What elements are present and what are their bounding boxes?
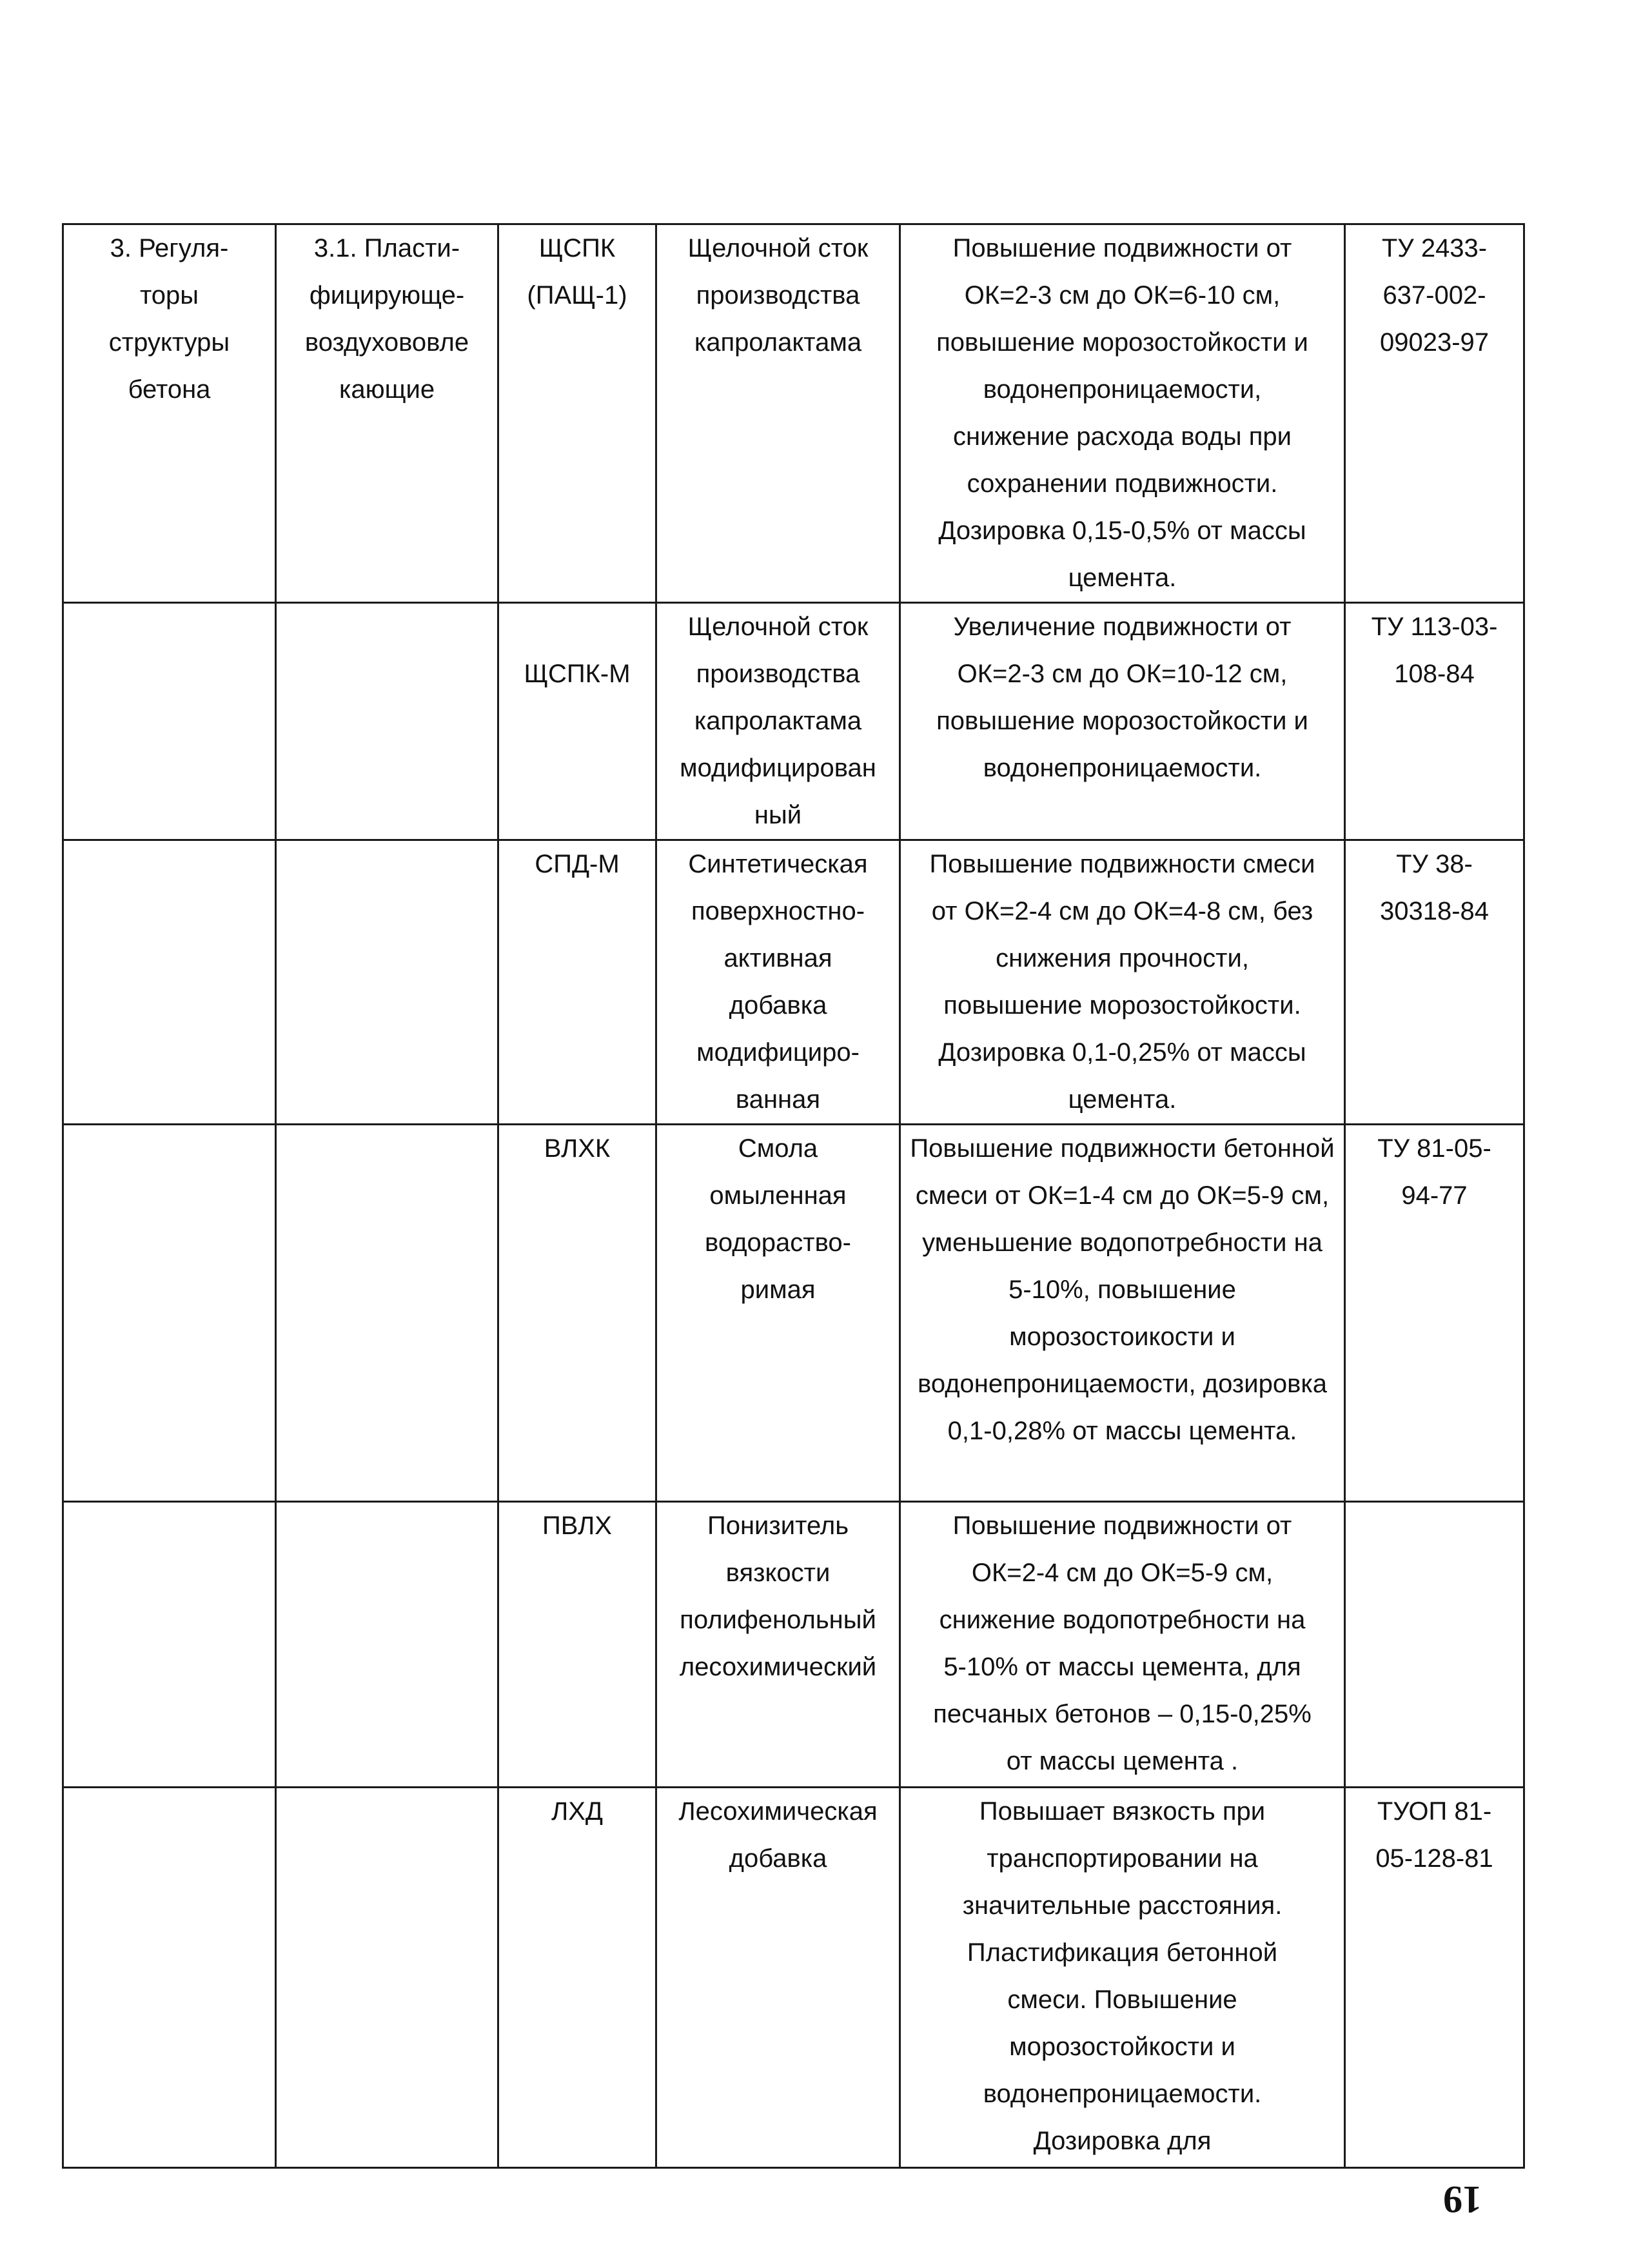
table-row [63, 1125, 1524, 1502]
cell-effect: Повышение подвижности бетонной смеси от ОК=1-4 см до ОК=5-9 см, уменьшение водопотребности на 5-10%, повышение морозостоикости и водонепроницаемости, дозировка 0,1-0,28% от массы цемента. [900, 1125, 1345, 1502]
cell-group: 3. Регуля- торы структуры бетона [63, 224, 276, 603]
table-row [63, 224, 1524, 603]
cell-tu: ТУ 38- 30318-84 [1345, 840, 1524, 1125]
cell-group [63, 1125, 276, 1502]
cell-subgroup [276, 603, 498, 840]
cell-name: Синтетическая поверхностно- активная добавка модифициро- ванная [656, 840, 900, 1125]
table-row [63, 1788, 1524, 2168]
cell-name: Лесохимическая добавка [656, 1788, 900, 2168]
cell-tu: ТУ 113-03- 108-84 [1345, 603, 1524, 840]
cell-effect: Увеличение подвижности от ОК=2-3 см до ОК=10-12 см, повышение морозостойкости и водонепроницаемости. [900, 603, 1345, 840]
cell-code: ВЛХК [498, 1125, 656, 1502]
cell-effect: Повышение подвижности смеси от ОК=2-4 см до ОК=4-8 см, без снижения прочности, повышение морозостойкости. Дозировка 0,1-0,25% от массы цемента. [900, 840, 1345, 1125]
cell-subgroup [276, 1125, 498, 1502]
cell-tu: ТУ 81-05- 94-77 [1345, 1125, 1524, 1502]
table-row [63, 603, 1524, 840]
cell-tu: ТУОП 81- 05-128-81 [1345, 1788, 1524, 2168]
cell-effect: Повышает вязкость при транспортировании на значительные расстояния. Пластификация бетонной смеси. Повышение морозостойкости и водонепроницаемости. Дозировка для [900, 1788, 1345, 2168]
admixtures-table [62, 223, 1525, 2169]
cell-code: ЩСПК (ПАЩ-1) [498, 224, 656, 603]
cell-name: Смола омыленная водораство- римая [656, 1125, 900, 1502]
cell-group [63, 1502, 276, 1788]
cell-group [63, 603, 276, 840]
cell-subgroup [276, 840, 498, 1125]
cell-code: ЛХД [498, 1788, 656, 2168]
table-row [63, 840, 1524, 1125]
page-number: 19 [1443, 2178, 1482, 2221]
cell-name: Щелочной сток производства капролактама модифицирован ный [656, 603, 900, 840]
cell-code: ЩСПК-М [498, 603, 656, 840]
cell-tu: ТУ 2433- 637-002- 09023-97 [1345, 224, 1524, 603]
cell-group [63, 840, 276, 1125]
cell-code: ПВЛХ [498, 1502, 656, 1788]
cell-subgroup [276, 1788, 498, 2168]
cell-group [63, 1788, 276, 2168]
cell-name: Понизитель вязкости полифенольный лесохимический [656, 1502, 900, 1788]
cell-subgroup: 3.1. Пласти- фицирующе- воздухововле кающие [276, 224, 498, 603]
cell-subgroup [276, 1502, 498, 1788]
table-row [63, 1502, 1524, 1788]
cell-name: Щелочной сток производства капролактама [656, 224, 900, 603]
cell-tu [1345, 1502, 1524, 1788]
cell-effect: Повышение подвижности от ОК=2-4 см до ОК=5-9 см, снижение водопотребности на 5-10% от массы цемента, для песчаных бетонов – 0,15-0,25% от массы цемента . [900, 1502, 1345, 1788]
cell-code: СПД-М [498, 840, 656, 1125]
cell-effect: Повышение подвижности от ОК=2-3 см до ОК=6-10 см, повышение морозостойкости и водонепроницаемости, снижение расхода воды при сохранении подвижности. Дозировка 0,15-0,5% от массы цемента. [900, 224, 1345, 603]
